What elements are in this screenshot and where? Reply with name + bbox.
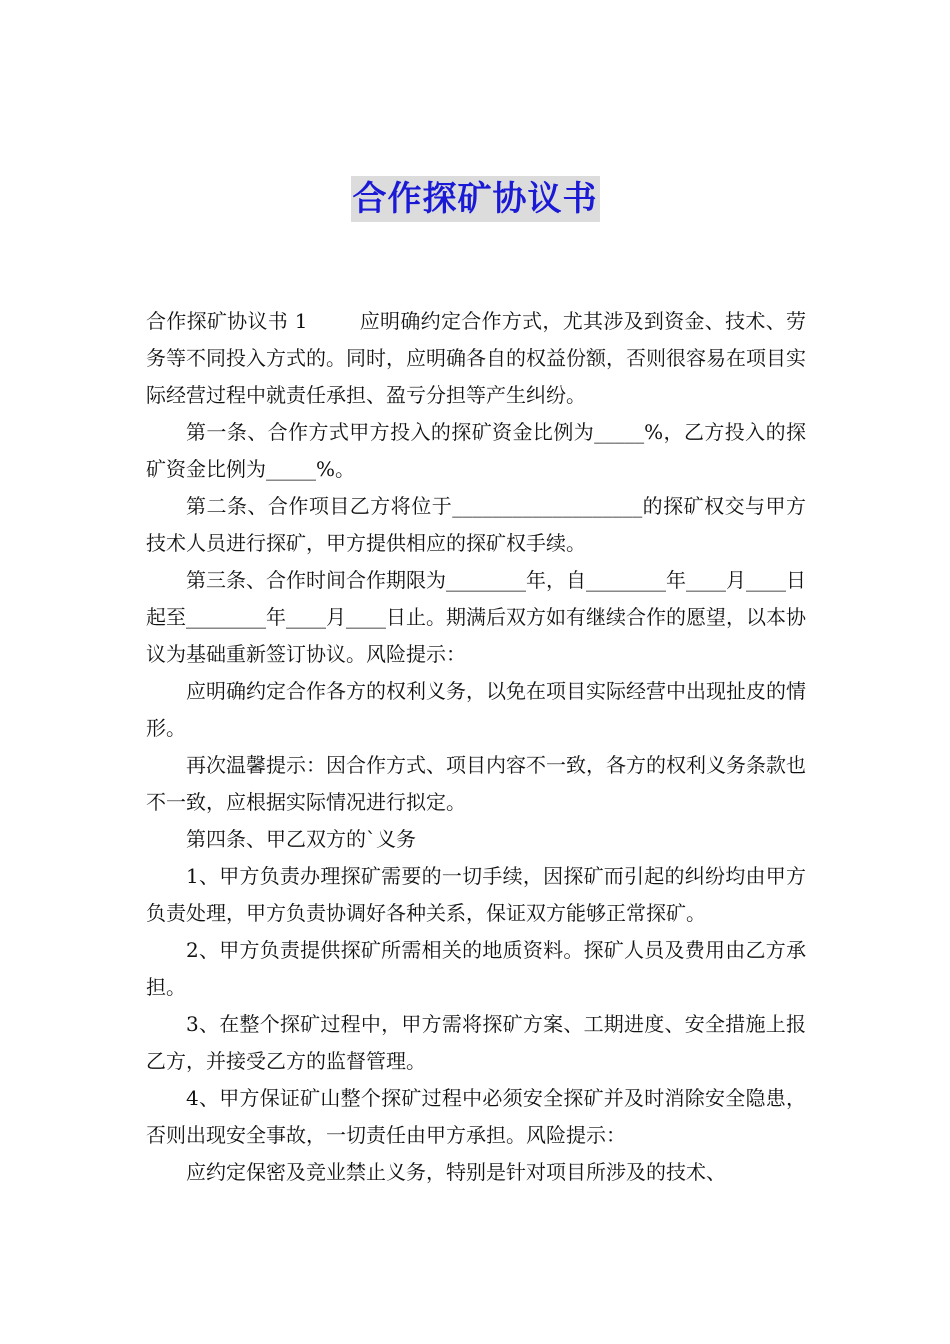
confidentiality-paragraph: 应约定保密及竞业禁止义务，特别是针对项目所涉及的技术、 — [186, 1160, 726, 1184]
obligation-3-paragraph: 3、在整个探矿过程中，甲方需将探矿方案、工期进度、安全措施上报乙方，并接受乙方的监督管理。 — [146, 1012, 806, 1073]
article-2-paragraph: 第二条、合作项目乙方将位于___________________的探矿权交与甲方技术人员进行探矿，甲方提供相应的探矿权手续。 — [146, 494, 806, 555]
obligation-2-paragraph: 2、甲方负责提供探矿所需相关的地质资料。探矿人员及费用由乙方承担。 — [146, 938, 806, 999]
intro-text: 应明确约定合作方式，尤其涉及到资金、技术、劳务等不同投入方式的。同时，应明确各自的权益份额，否则很容易在项目实际经营过程中就责任承担、盈亏分担等产生纠纷。 — [146, 309, 806, 407]
article-4-heading: 第四条、甲乙双方的`义务 — [186, 827, 416, 851]
reminder-paragraph: 再次温馨提示：因合作方式、项目内容不一致，各方的权利义务条款也不一致，应根据实际情况进行拟定。 — [146, 753, 806, 814]
article-1-paragraph: 第一条、合作方式甲方投入的探矿资金比例为_____%，乙方投入的探矿资金比例为_____%。 — [146, 420, 806, 481]
obligation-1-paragraph: 1、甲方负责办理探矿需要的一切手续，因探矿而引起的纠纷均由甲方负责处理，甲方负责协调好各种关系，保证双方能够正常探矿。 — [146, 864, 806, 925]
document-title: 合作探矿协议书 — [351, 176, 600, 222]
intro-heading: 合作探矿协议书 1 — [146, 309, 308, 333]
title-container — [0, 176, 950, 222]
obligation-4-paragraph: 4、甲方保证矿山整个探矿过程中必须安全探矿并及时消除安全隐患，否则出现安全事故，一切责任由甲方承担。风险提示： — [146, 1086, 806, 1147]
risk-note-paragraph: 应明确约定合作各方的权利义务，以免在项目实际经营中出现扯皮的情形。 — [146, 679, 806, 740]
intro-paragraph — [146, 303, 806, 414]
document-body — [146, 303, 806, 1191]
article-3-paragraph: 第三条、合作时间合作期限为________年，自________年____月____日起至________年____月____日止。期满后双方如有继续合作的愿望，以本协议为基础重新签订协议。风险提示： — [146, 568, 806, 666]
